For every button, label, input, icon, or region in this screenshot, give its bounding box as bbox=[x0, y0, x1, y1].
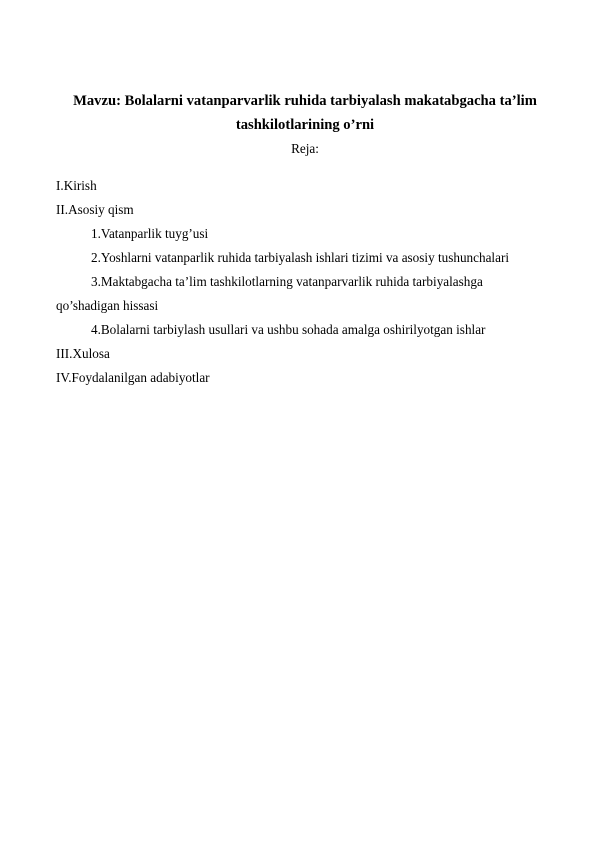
outline-subitem-3-continuation: qo’shadigan hissasi bbox=[56, 298, 159, 313]
outline-item-intro: I.Kirish bbox=[56, 178, 97, 193]
outline-subitem-1: 1.Vatanparlik tuyg’usi bbox=[91, 226, 209, 241]
plan-heading: Reja: bbox=[291, 141, 319, 156]
document-title-line-2: tashkilotlarining o’rni bbox=[235, 117, 375, 133]
outline-item-main-part: II.Asosiy qism bbox=[56, 202, 134, 217]
outline-item-references: IV.Foydalanilgan adabiyotlar bbox=[56, 370, 210, 385]
outline-subitem-4: 4.Bolalarni tarbiylash usullari va ushbu sohada amalga oshirilyotgan ishlar bbox=[91, 322, 486, 337]
document-title-line-1: Mavzu: Bolalarni vatanparvarlik ruhida tarbiyalash makatabgacha ta’lim bbox=[73, 93, 537, 109]
outline-subitem-2: 2.Yoshlarni vatanparlik ruhida tarbiyalash ishlari tizimi va asosiy tushunchalari bbox=[91, 250, 510, 265]
outline-item-conclusion: III.Xulosa bbox=[56, 346, 110, 361]
outline-subitem-3: 3.Maktabgacha ta’lim tashkilotlarning vatanparvarlik ruhida tarbiyalashga bbox=[91, 274, 483, 289]
